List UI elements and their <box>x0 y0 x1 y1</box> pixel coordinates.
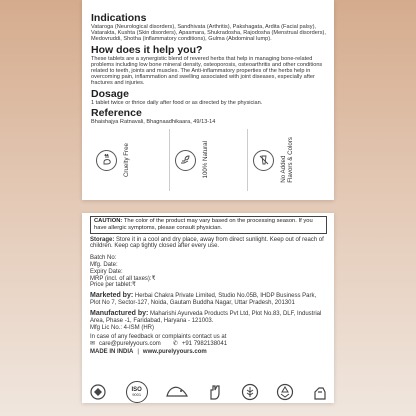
reference-text: Bhaishajya Ratnavali, Bhagnaadhikaara, 49/13-14 <box>91 118 216 125</box>
separator: | <box>137 349 139 356</box>
no-flavors-icon <box>253 150 274 171</box>
storage-line <box>90 237 327 251</box>
mfg-lic: Mfg Lic No.: 4-ISM (HR) <box>90 324 155 331</box>
manufactured-label: Manufactured by: <box>90 309 149 317</box>
marketed-text: Herbai Chakra Private Limited, Studio No.05B, IHDP Business Park, Plot No 7, Sector-127, Noida, Gautam Buddha Nagar, Uttar Pradesh, 201301 <box>90 293 317 307</box>
rabbit-icon <box>96 150 117 171</box>
marketed-label: Marketed by: <box>90 292 134 300</box>
email-icon: ✉ <box>90 340 96 347</box>
label-bottom <box>82 213 334 403</box>
indications-text: Vataroga (Neurological disorders), Sandhivata (Arthritis), Pakshagata, Ardita (Facial palsy), Vatarakta, Kushta (Skin disorders), Apasmara, Shukradosha, Rajodosha (Menstrual disorders), Medovruddi, Shotha (inflammatory conditions), Gulma (Abdominal lump). <box>91 24 326 43</box>
hand-icon <box>207 383 223 401</box>
contact-line <box>90 341 327 348</box>
recycle-icon <box>276 383 294 401</box>
dosage-text: 1 tablet twice or thrice daily after food or as directed by the physician. <box>91 99 263 106</box>
marketed-by <box>90 292 327 307</box>
label-top <box>82 0 334 200</box>
leaf-hand-icon <box>175 150 196 171</box>
badge-no-flavors <box>248 129 326 191</box>
badges-row <box>91 129 326 191</box>
gluten-free-icon <box>241 383 259 401</box>
brand-logo-icon <box>88 383 108 401</box>
caution-text: The color of the product may vary based on the processing season. If you have allergic symptoms, please consult physician. <box>94 218 313 231</box>
badge-natural <box>170 129 249 191</box>
caution-label: CAUTION: <box>94 218 123 224</box>
expiry-date: Expiry Date: <box>90 268 123 275</box>
storage-label: Storage: <box>90 236 115 243</box>
dosage-title: Dosage <box>91 87 129 100</box>
hand-fork-icon <box>312 383 328 401</box>
make-in-india-lion-icon <box>165 383 189 401</box>
indications-title: Indications <box>91 12 147 24</box>
storage-text: Store it in a cool and dry place, away from direct sunlight. Keep out of reach of children. Keep cap tightly closed after every use. <box>90 236 324 250</box>
iso-number: 9001 <box>132 392 142 397</box>
website-link[interactable]: www.purelyyours.com <box>142 349 207 356</box>
made-in-text: MADE IN INDIA <box>90 349 134 356</box>
made-in-line <box>90 349 327 356</box>
phone-link[interactable]: +91 7982138041 <box>181 340 228 347</box>
badge-cruelty-free-label: Cruelty Free <box>123 143 130 178</box>
whatsapp-icon: ✆ <box>172 340 178 347</box>
how-title: How does it help you? <box>91 43 203 56</box>
certification-icons <box>88 381 328 403</box>
feedback-text: In case of any feedback or complaints contact us at <box>90 333 227 340</box>
mfg-date: Mfg. Date: <box>90 261 118 268</box>
badge-cruelty-free <box>91 129 170 191</box>
reference-title: Reference <box>91 106 142 119</box>
badge-no-flavors-label: No Added Flavors & Colors <box>280 137 295 183</box>
iso-label: ISO <box>131 387 142 393</box>
mrp: MRP (incl. of all taxes):₹ <box>90 275 156 282</box>
manufactured-text: Maharishi Ayurveda Products Pvt Ltd, Plot No.83, DLF, Industrial Area, Phase -1, Faridabad, Haryana - 121003. <box>90 310 322 324</box>
manufactured-by <box>90 310 327 325</box>
how-text: These tablets are a synergistic blend of revered herbs that help in managing bone-related problems including low bone mineral density, osteoporosis, osteoarthritis and other conditions related to teeth, joints and muscles. The Anti-inflammatory properties of the herbs help in overcoming pain, inflammation and swelling associated with joint diseases, especially after fractures and injuries. <box>91 55 323 87</box>
email-link[interactable]: care@purelyyours.com <box>99 340 161 347</box>
batch-no: Batch No: <box>90 255 117 262</box>
badge-natural-label: 100% Natural <box>201 141 209 179</box>
caution-box <box>90 216 327 234</box>
price-per-tablet: Price per tablet:₹ <box>90 282 136 289</box>
iso-icon <box>126 381 148 403</box>
